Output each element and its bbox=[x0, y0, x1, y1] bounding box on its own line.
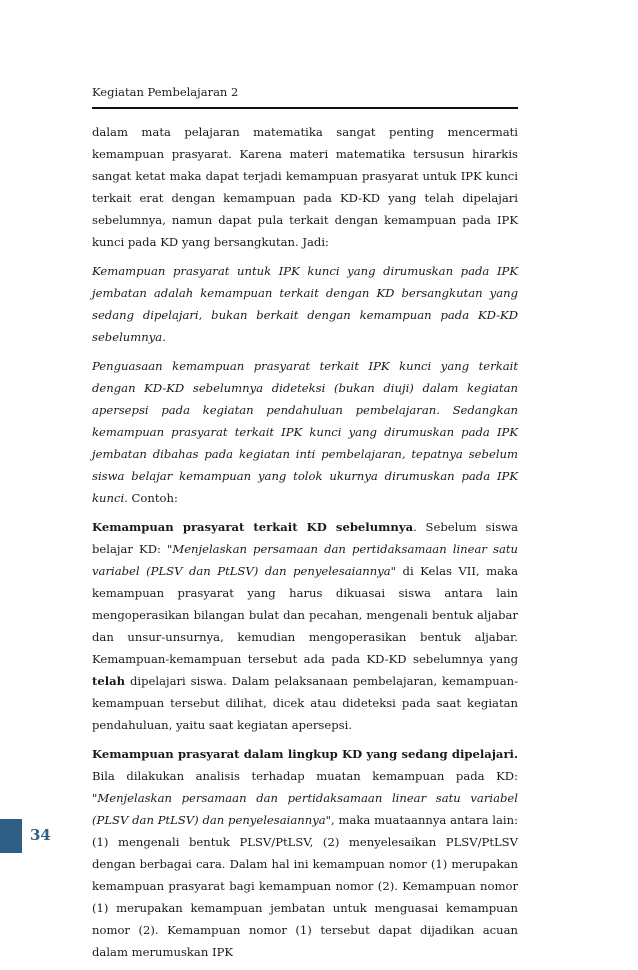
page-number: 34 bbox=[30, 826, 51, 844]
paragraph-p3 bbox=[92, 355, 518, 509]
text-run: dipelajari siswa. Dalam pelaksanaan pembelajaran, kemampuan-kemampuan tersebut dilihat, dicek atau dideteksi pada saat kegiatan pendahuluan, yaitu saat kegiatan apersepsi. bbox=[92, 674, 518, 732]
text-run: telah bbox=[92, 674, 126, 688]
text-run: . Sebelum siswa belajar KD: bbox=[92, 520, 518, 556]
text-run: , maka muataannya antara lain: (1) mengenali bentuk PLSV/PtLSV, (2) menyelesaikan PLSV/PtLSV dengan berbagai cara. Dalam hal ini kemampuan nomor (1) merupakan kemampuan prasyarat bagi kemampuan nomor (2). Kemampuan nomor (1) merupakan kemampuan jembatan untuk menguasai kemampuan nomor (2). Kemampuan nomor (1) tersebut dapat dijadikan acuan dalam merumuskan IPK bbox=[92, 813, 518, 959]
page-number-tab bbox=[0, 819, 22, 853]
text-run: Kemampuan prasyarat dalam lingkup KD yang sedang dipelajari. bbox=[92, 747, 518, 761]
text-run: di Kelas VII, maka kemampuan prasyarat yang harus dikuasai siswa antara lain mengoperasikan bilangan bulat dan pecahan, mengenali bentuk aljabar dan unsur-unsurnya, kemudian mengoperasikan bentuk aljabar. Kemampuan-kemampuan tersebut ada pada KD-KD sebelumnya yang bbox=[92, 564, 518, 666]
text-run: "Menjelaskan persamaan dan pertidaksamaan linear satu variabel (PLSV dan PtLSV) dan penyelesaiannya" bbox=[92, 791, 518, 827]
paragraph-p5 bbox=[92, 743, 518, 963]
text-run: dalam mata pelajaran matematika sangat penting mencermati kemampuan prasyarat. Karena materi matematika tersusun hirarkis sangat ketat maka dapat terjadi kemampuan prasyarat untuk IPK kunci terkait erat dengan kemampuan pada KD-KD yang telah dipelajari sebelumnya, namun dapat pula terkait dengan kemampuan pada IPK kunci pada KD yang bersangkutan. Jadi: bbox=[92, 125, 518, 249]
header-rule bbox=[92, 107, 518, 109]
text-run: Penguasaan kemampuan prasyarat terkait IPK kunci yang terkait dengan KD-KD sebelumnya dideteksi (bukan diuji) dalam kegiatan apersepsi pada kegiatan pendahuluan pembelajaran. Sedangkan kemampuan prasyarat terkait IPK kunci yang dirumuskan pada IPK jembatan dibahas pada kegiatan inti pembelajaran, tepatnya sebelum siswa belajar kemampuan yang tolok ukurnya dirumuskan pada IPK kunci. bbox=[92, 359, 518, 505]
running-header: Kegiatan Pembelajaran 2 bbox=[92, 85, 239, 99]
text-run: Bila dilakukan analisis terhadap muatan kemampuan pada KD: bbox=[92, 769, 518, 783]
paragraph-p1 bbox=[92, 121, 518, 253]
paragraph-p2 bbox=[92, 260, 518, 348]
text-run: Kemampuan prasyarat terkait KD sebelumnya bbox=[92, 520, 414, 534]
text-run: Kemampuan prasyarat untuk IPK kunci yang dirumuskan pada IPK jembatan adalah kemampuan terkait dengan KD bersangkutan yang sedang dipelajari, bukan berkait dengan kemampuan pada KD-KD sebelumnya. bbox=[92, 264, 518, 344]
body-text bbox=[92, 121, 518, 970]
text-run: "Menjelaskan persamaan dan pertidaksamaan linear satu variabel (PLSV dan PtLSV) dan penyelesaiannya" bbox=[92, 542, 519, 578]
paragraph-p4 bbox=[92, 516, 518, 736]
text-run: Contoh: bbox=[127, 491, 178, 505]
